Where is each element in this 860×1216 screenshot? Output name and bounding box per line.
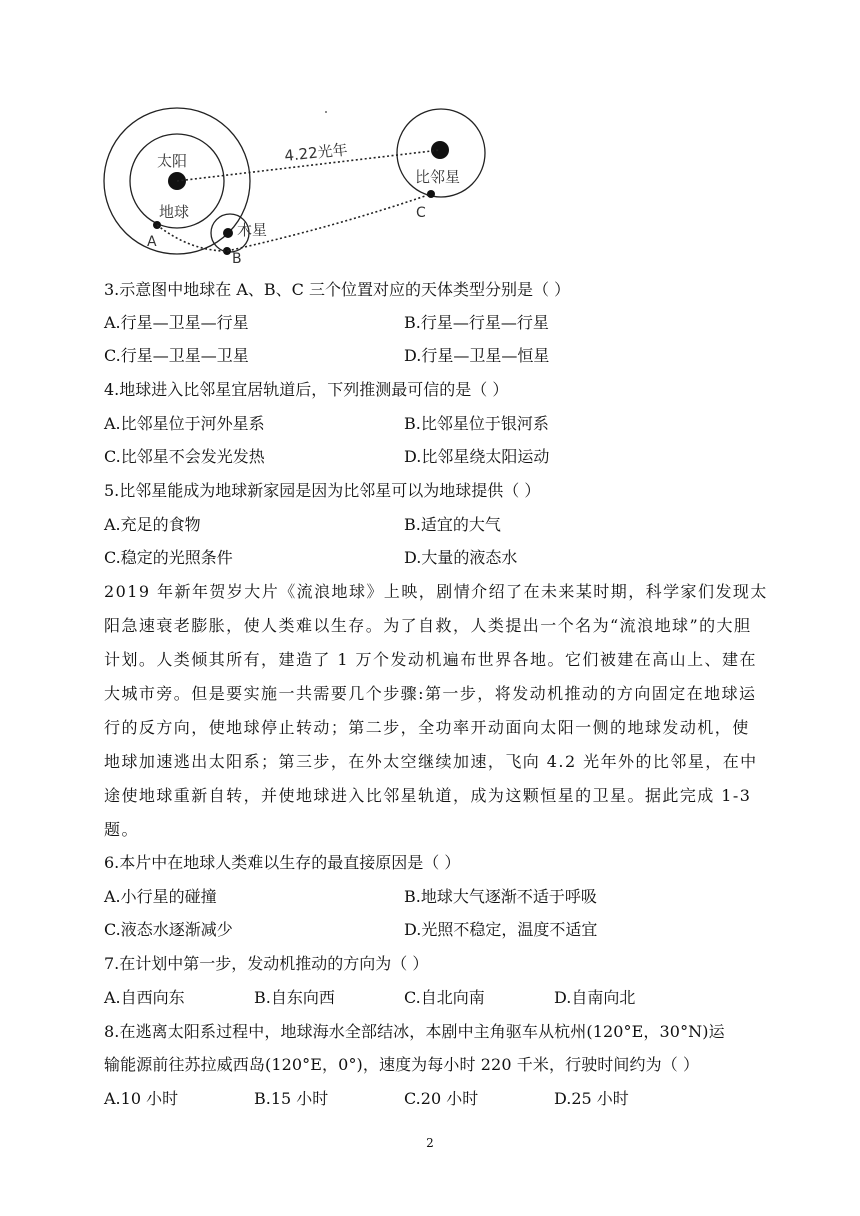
q7-option-a: A.自西向东 [104, 988, 185, 1007]
q3-option-a: A.行星—卫星—行星 [104, 313, 249, 332]
q4-option-b: B.比邻星位于银河系 [404, 414, 549, 433]
q8-option-a: A.10 小时 [104, 1089, 179, 1108]
q6-option-c: C.液态水逐渐减少 [104, 920, 233, 939]
sun-label: 太阳 [157, 152, 188, 170]
q7-option-d: D.自南向北 [554, 988, 636, 1007]
distance-label: 4.22光年 [283, 140, 349, 165]
q3-option-d: D.行星—卫星—恒星 [404, 346, 550, 365]
jupiter-dot [223, 228, 233, 238]
point-c-label: C [416, 205, 426, 221]
q6-option-b: B.地球大气逐渐不适于呼吸 [404, 887, 597, 906]
question-5-stem: 5.比邻星能成为地球新家园是因为比邻星可以为地球提供（ ） [104, 481, 541, 500]
passage-line-1: 2019 年新年贺岁大片《流浪地球》上映，剧情介绍了在未来某时期，科学家们发现太 [104, 582, 768, 601]
passage-line-6: 地球加速逃出太阳系；第三步，在外太空继续加速，飞向 4.2 光年外的比邻星，在中 [104, 752, 758, 771]
q6-option-d: D.光照不稳定，温度不适宜 [404, 920, 598, 939]
passage-line-7: 途使地球重新自转，并使地球进入比邻星轨道，成为这颗恒星的卫星。据此完成 1-3 [104, 786, 752, 805]
question-8-stem-line-1: 8.在逃离太阳系过程中，地球海水全部结冰，本剧中主角驱车从杭州(120°E，30°N)运 [104, 1022, 725, 1041]
q4-option-c: C.比邻星不会发光发热 [104, 447, 265, 466]
q6-option-a: A.小行星的碰撞 [104, 887, 217, 906]
earth-dot-c [427, 190, 435, 198]
question-6-stem: 6.本片中在地球人类难以生存的最直接原因是（ ） [104, 853, 461, 872]
question-7-stem: 7.在计划中第一步，发动机推动的方向为（ ） [104, 954, 429, 973]
q5-option-b: B.适宜的大气 [404, 515, 501, 534]
page-number: 2 [426, 1136, 434, 1150]
q3-option-b: B.行星—行星—行星 [404, 313, 549, 332]
q4-option-d: D.比邻星绕太阳运动 [404, 447, 550, 466]
passage-line-5: 行的反方向，使地球停止转动；第二步，全功率开动面向太阳一侧的地球发动机，使 [104, 718, 750, 737]
q8-option-c: C.20 小时 [404, 1089, 479, 1108]
passage-line-4: 大城市旁。但是要实施一共需要几个步骤:第一步，将发动机推动的方向固定在地球运 [104, 684, 757, 703]
q4-option-a: A.比邻星位于河外星系 [104, 414, 265, 433]
question-3-stem: 3.示意图中地球在 A、B、C 三个位置对应的天体类型分别是（ ） [104, 280, 571, 299]
question-4-stem: 4.地球进入比邻星宜居轨道后，下列推测最可信的是（ ） [104, 380, 509, 399]
q7-option-c: C.自北向南 [404, 988, 485, 1007]
point-b-label: B [232, 251, 242, 267]
q8-option-d: D.25 小时 [554, 1089, 629, 1108]
passage-line-3: 计划。人类倾其所有，建造了 1 万个发动机遍布世界各地。它们被建在高山上、建在 [104, 650, 757, 669]
passage-line-8: 题。 [104, 820, 139, 839]
q7-option-b: B.自东向西 [254, 988, 335, 1007]
passage-line-2: 阳急速衰老膨胀，使人类难以生存。为了自救，人类提出一个名为“流浪地球”的大胆 [104, 616, 752, 635]
q5-option-d: D.大量的液态水 [404, 548, 518, 567]
q5-option-c: C.稳定的光照条件 [104, 548, 233, 567]
q8-option-b: B.15 小时 [254, 1089, 329, 1108]
question-8-stem-line-2: 输能源前往苏拉威西岛(120°E，0°)，速度为每小时 220 千米，行驶时间约为（ ） [104, 1055, 700, 1074]
orbit-diagram [95, 95, 515, 270]
speck-dot [325, 111, 327, 113]
jupiter-label: 木星 [237, 221, 268, 239]
proxima-label: 比邻星 [415, 168, 461, 186]
point-a-label: A [147, 234, 157, 250]
earth-label: 地球 [159, 203, 190, 221]
q3-option-c: C.行星—卫星—卫星 [104, 346, 249, 365]
q5-option-a: A.充足的食物 [104, 515, 201, 534]
